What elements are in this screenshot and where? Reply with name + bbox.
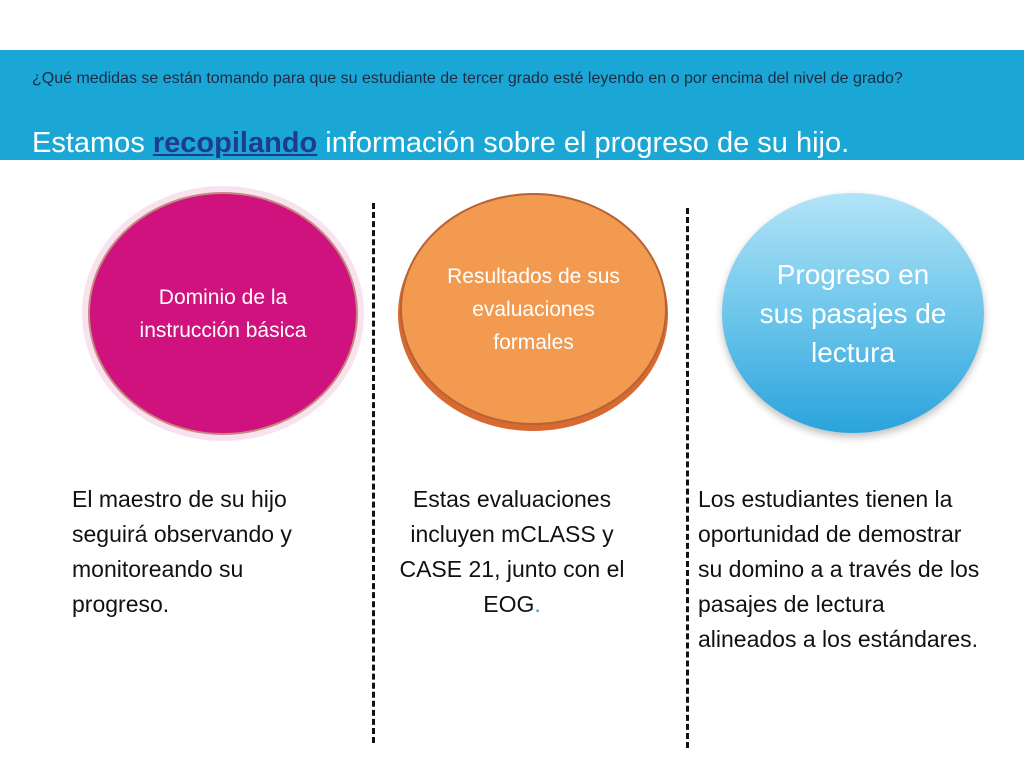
headline-post: información sobre el progreso de su hijo.	[317, 127, 850, 159]
circle-reading-passages	[722, 193, 984, 433]
circle-assessments-label: Resultados de sus evaluaciones formales	[447, 264, 620, 354]
column-2-text	[382, 482, 642, 622]
column-2-body: Estas evaluaciones incluyen mCLASS y CASE 21, junto con el EOG	[399, 486, 625, 617]
headline-pre: Estamos	[32, 127, 153, 159]
column-divider-1	[372, 203, 375, 743]
question-text: ¿Qué medidas se están tomando para que su estudiante de tercer grado esté leyendo en o por encima del nivel de grado?	[32, 70, 903, 87]
circle-instruction	[88, 192, 358, 435]
headline-keyword-link[interactable]: recopilando	[152, 127, 318, 159]
circle-instruction-label: Dominio de la instrucción básica	[139, 285, 307, 342]
page-title	[32, 125, 992, 161]
column-3-text: Los estudiantes tienen la oportunidad de demostrar su domino a a través de los pasajes de lectura alineados a los estándares.	[698, 486, 980, 652]
circle-reading-passages-label: Progreso en sus pasajes de lectura	[759, 258, 947, 368]
column-2-period: .	[534, 591, 541, 617]
column-1-text: El maestro de su hijo seguirá observando y monitoreando su progreso.	[72, 486, 292, 617]
column-divider-2	[686, 208, 689, 748]
circle-assessments	[400, 193, 667, 425]
